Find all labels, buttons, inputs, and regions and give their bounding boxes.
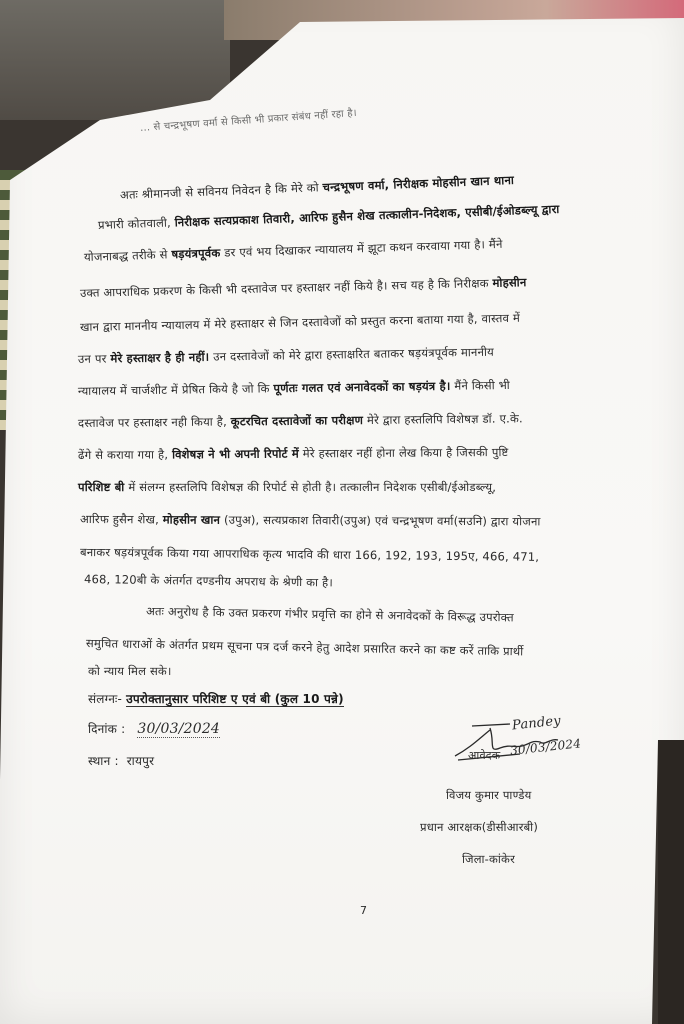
page-number: 7 (360, 904, 368, 917)
signatory-designation: प्रधान आरक्षक(डीसीआरबी) (420, 820, 539, 834)
body-line: 468, 120बी के अंतर्गत दण्डनीय अपराध के श्रेणी का है। (83, 572, 334, 590)
body-line: दस्तावेज पर हस्ताक्षर नही किया है, कूटरचित दस्तावेजों का परीक्षण मेरे द्वारा हस्तलिपि विशेषज्ञ डॉ. ए.के. (77, 411, 523, 430)
body-line: ढेंगे से कराया गया है, विशेषज्ञ ने भी अपनी रिपोर्ट में मेरे हस्ताक्षर नहीं होना लेख किया है जिसकी पुष्टि (77, 444, 509, 462)
body-line: न्यायालय में चार्जशीट में प्रेषित किये है जो कि पूर्णतः गलत एवं अनावेदकों का षड़यंत्र है। मैंने किसी भी (77, 377, 511, 398)
enclosure-value: उपरोक्तानुसार परिशिष्ट ए एवं बी (कुल 10 पन्ने) (126, 692, 344, 706)
signature-role: आवेदक (468, 749, 501, 762)
request-line: समुचित धाराओं के अंतर्गत प्रथम सूचना पत्र दर्ज करने हेतु आदेश प्रसारित करने का कष्ट करें ताकि प्रार्थी (85, 636, 524, 659)
enclosure-line (88, 690, 344, 707)
request-line: अतः अनुरोध है कि उक्त प्रकरण गंभीर प्रवृत्ति का होने से अनावेदकों के विरूद्ध उपरोक्त (145, 604, 514, 625)
body-line: आरिफ हुसैन शेख, मोहसीन खान (उपुअ), सत्यप्रकाश तिवारी(उपुअ) एवं चन्द्रभूषण वर्मा(सउनि) द्वारा योजना (79, 512, 541, 529)
date-line (88, 720, 220, 737)
place-value: रायपुर (126, 754, 155, 768)
place-label: स्थान : (88, 754, 119, 768)
body-line: बनाकर षड़यंत्रपूर्वक किया गया आपराधिक कृत्य भादवि की धारा 166, 192, 193, 195ए, 466, 471, (79, 545, 540, 564)
signature-date: 30/03/2024 (509, 736, 582, 758)
date-label: दिनांक : (88, 722, 126, 736)
body-line: उन पर मेरे हस्ताक्षर है ही नहीं। उन दस्तावेजों को मेरे द्वारा हस्ताक्षरित बताकर षड़यंत्रपूर्वक माननीय (77, 344, 495, 366)
body-line: खान द्वारा माननीय न्यायालय में मेरे हस्ताक्षर से जिन दस्तावेजों को प्रस्तुत करना बताया गया है, वास्तव में (79, 310, 521, 334)
body-line: प्रभारी कोतवाली, निरीक्षक सत्यप्रकाश तिवारी, आरिफ हुसैन शेख तत्कालीन-निदेशक, एसीबी/ईओडब्ल्यू द्वारा (97, 201, 560, 232)
signature-name-handwritten: Pandey (511, 713, 562, 734)
body-line: उक्त आपराधिक प्रकरण के किसी भी दस्तावेज पर हस्ताक्षर नहीं किये है। सच यह है कि निरीक्षक मोहसीन (79, 275, 527, 300)
signatory-name: विजय कुमार पाण्डेय (446, 788, 532, 802)
body-line: परिशिष्ट बी में संलग्न हस्तलिपि विशेषज्ञ की रिपोर्ट से होती है। तत्कालीन निदेशक एसीबी/ईओडब्ल्यू, (78, 480, 497, 494)
date-value: 30/03/2024 (137, 721, 221, 737)
header-faint-line: ... से चन्द्रभूषण वर्मा से किसी भी प्रकार संबंध नहीं रहा है। (139, 107, 358, 134)
signatory-district: जिला-कांकेर (462, 852, 515, 866)
body-line: योजनाबद्ध तरीके से षड़यंत्रपूर्वक डर एवं भय दिखाकर न्यायालय में झूटा कथन करवाया गया है। मैंने (83, 236, 503, 264)
request-line: को न्याय मिल सके। (88, 664, 172, 678)
enclosure-label: संलग्नः- (88, 692, 123, 706)
place-line (88, 752, 154, 769)
body-line: अतः श्रीमानजी से सविनय निवेदन है कि मेरे को चन्द्रभूषण वर्मा, निरीक्षक मोहसीन खान थाना (119, 172, 515, 202)
